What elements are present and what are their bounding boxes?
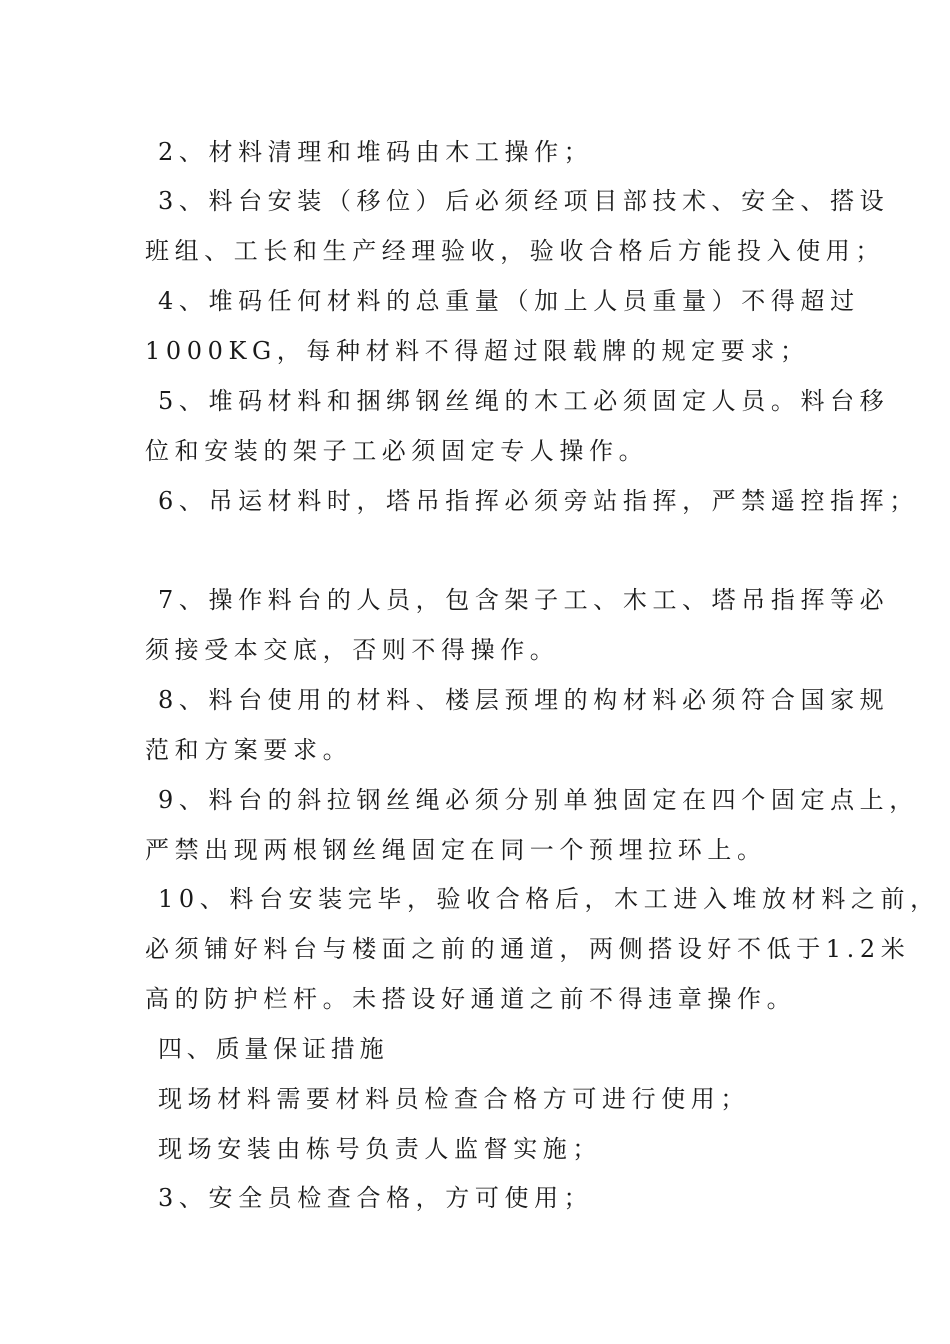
text-line-item-8: 8、料台使用的材料、楼层预埋的构材料必须符合国家规 [158, 686, 890, 714]
text-line-item-4: 4、堆码任何材料的总重量（加上人员重量）不得超过 [158, 287, 860, 315]
text-line-quality-3: 3、安全员检查合格，方可使用； [158, 1184, 594, 1212]
text-line-quality-2: 现场安装由栋号负责人监督实施； [158, 1135, 602, 1163]
text-line-item-6: 6、吊运材料时，塔吊指挥必须旁站指挥，严禁遥控指挥； [158, 487, 919, 515]
text-line-item-3-cont: 班组、工长和生产经理验收，验收合格后方能投入使用； [145, 237, 885, 265]
text-line-item-10: 10、料台安装完毕，验收合格后，木工进入堆放材料之前， [158, 885, 940, 913]
text-line-item-10-cont1: 必须铺好料台与楼面之前的通道，两侧搭设好不低于1.2米 [145, 935, 911, 963]
text-line-item-10-cont2: 高的防护栏杆。未搭设好通道之前不得违章操作。 [145, 985, 797, 1013]
text-line-quality-1: 现场材料需要材料员检查合格方可进行使用； [158, 1085, 750, 1113]
text-line-item-7: 7、操作料台的人员，包含架子工、木工、塔吊指挥等必 [158, 586, 890, 614]
section-heading-quality: 四、质量保证措施 [158, 1035, 389, 1063]
text-line-item-7-cont: 须接受本交底，否则不得操作。 [145, 636, 560, 664]
text-line-item-5: 5、堆码材料和捆绑钢丝绳的木工必须固定人员。料台移 [158, 387, 890, 415]
text-line-item-8-cont: 范和方案要求。 [145, 736, 353, 764]
text-line-item-4-cont: 1000KG，每种材料不得超过限载牌的规定要求； [145, 337, 810, 365]
text-line-item-5-cont: 位和安装的架子工必须固定专人操作。 [145, 437, 649, 465]
text-line-item-9-cont: 严禁出现两根钢丝绳固定在同一个预埋拉环上。 [145, 836, 767, 864]
text-line-item-3: 3、料台安装（移位）后必须经项目部技术、安全、搭设 [158, 187, 890, 215]
text-line-item-2: 2、材料清理和堆码由木工操作； [158, 138, 594, 166]
text-line-item-9: 9、料台的斜拉钢丝绳必须分别单独固定在四个固定点上， [158, 786, 919, 814]
